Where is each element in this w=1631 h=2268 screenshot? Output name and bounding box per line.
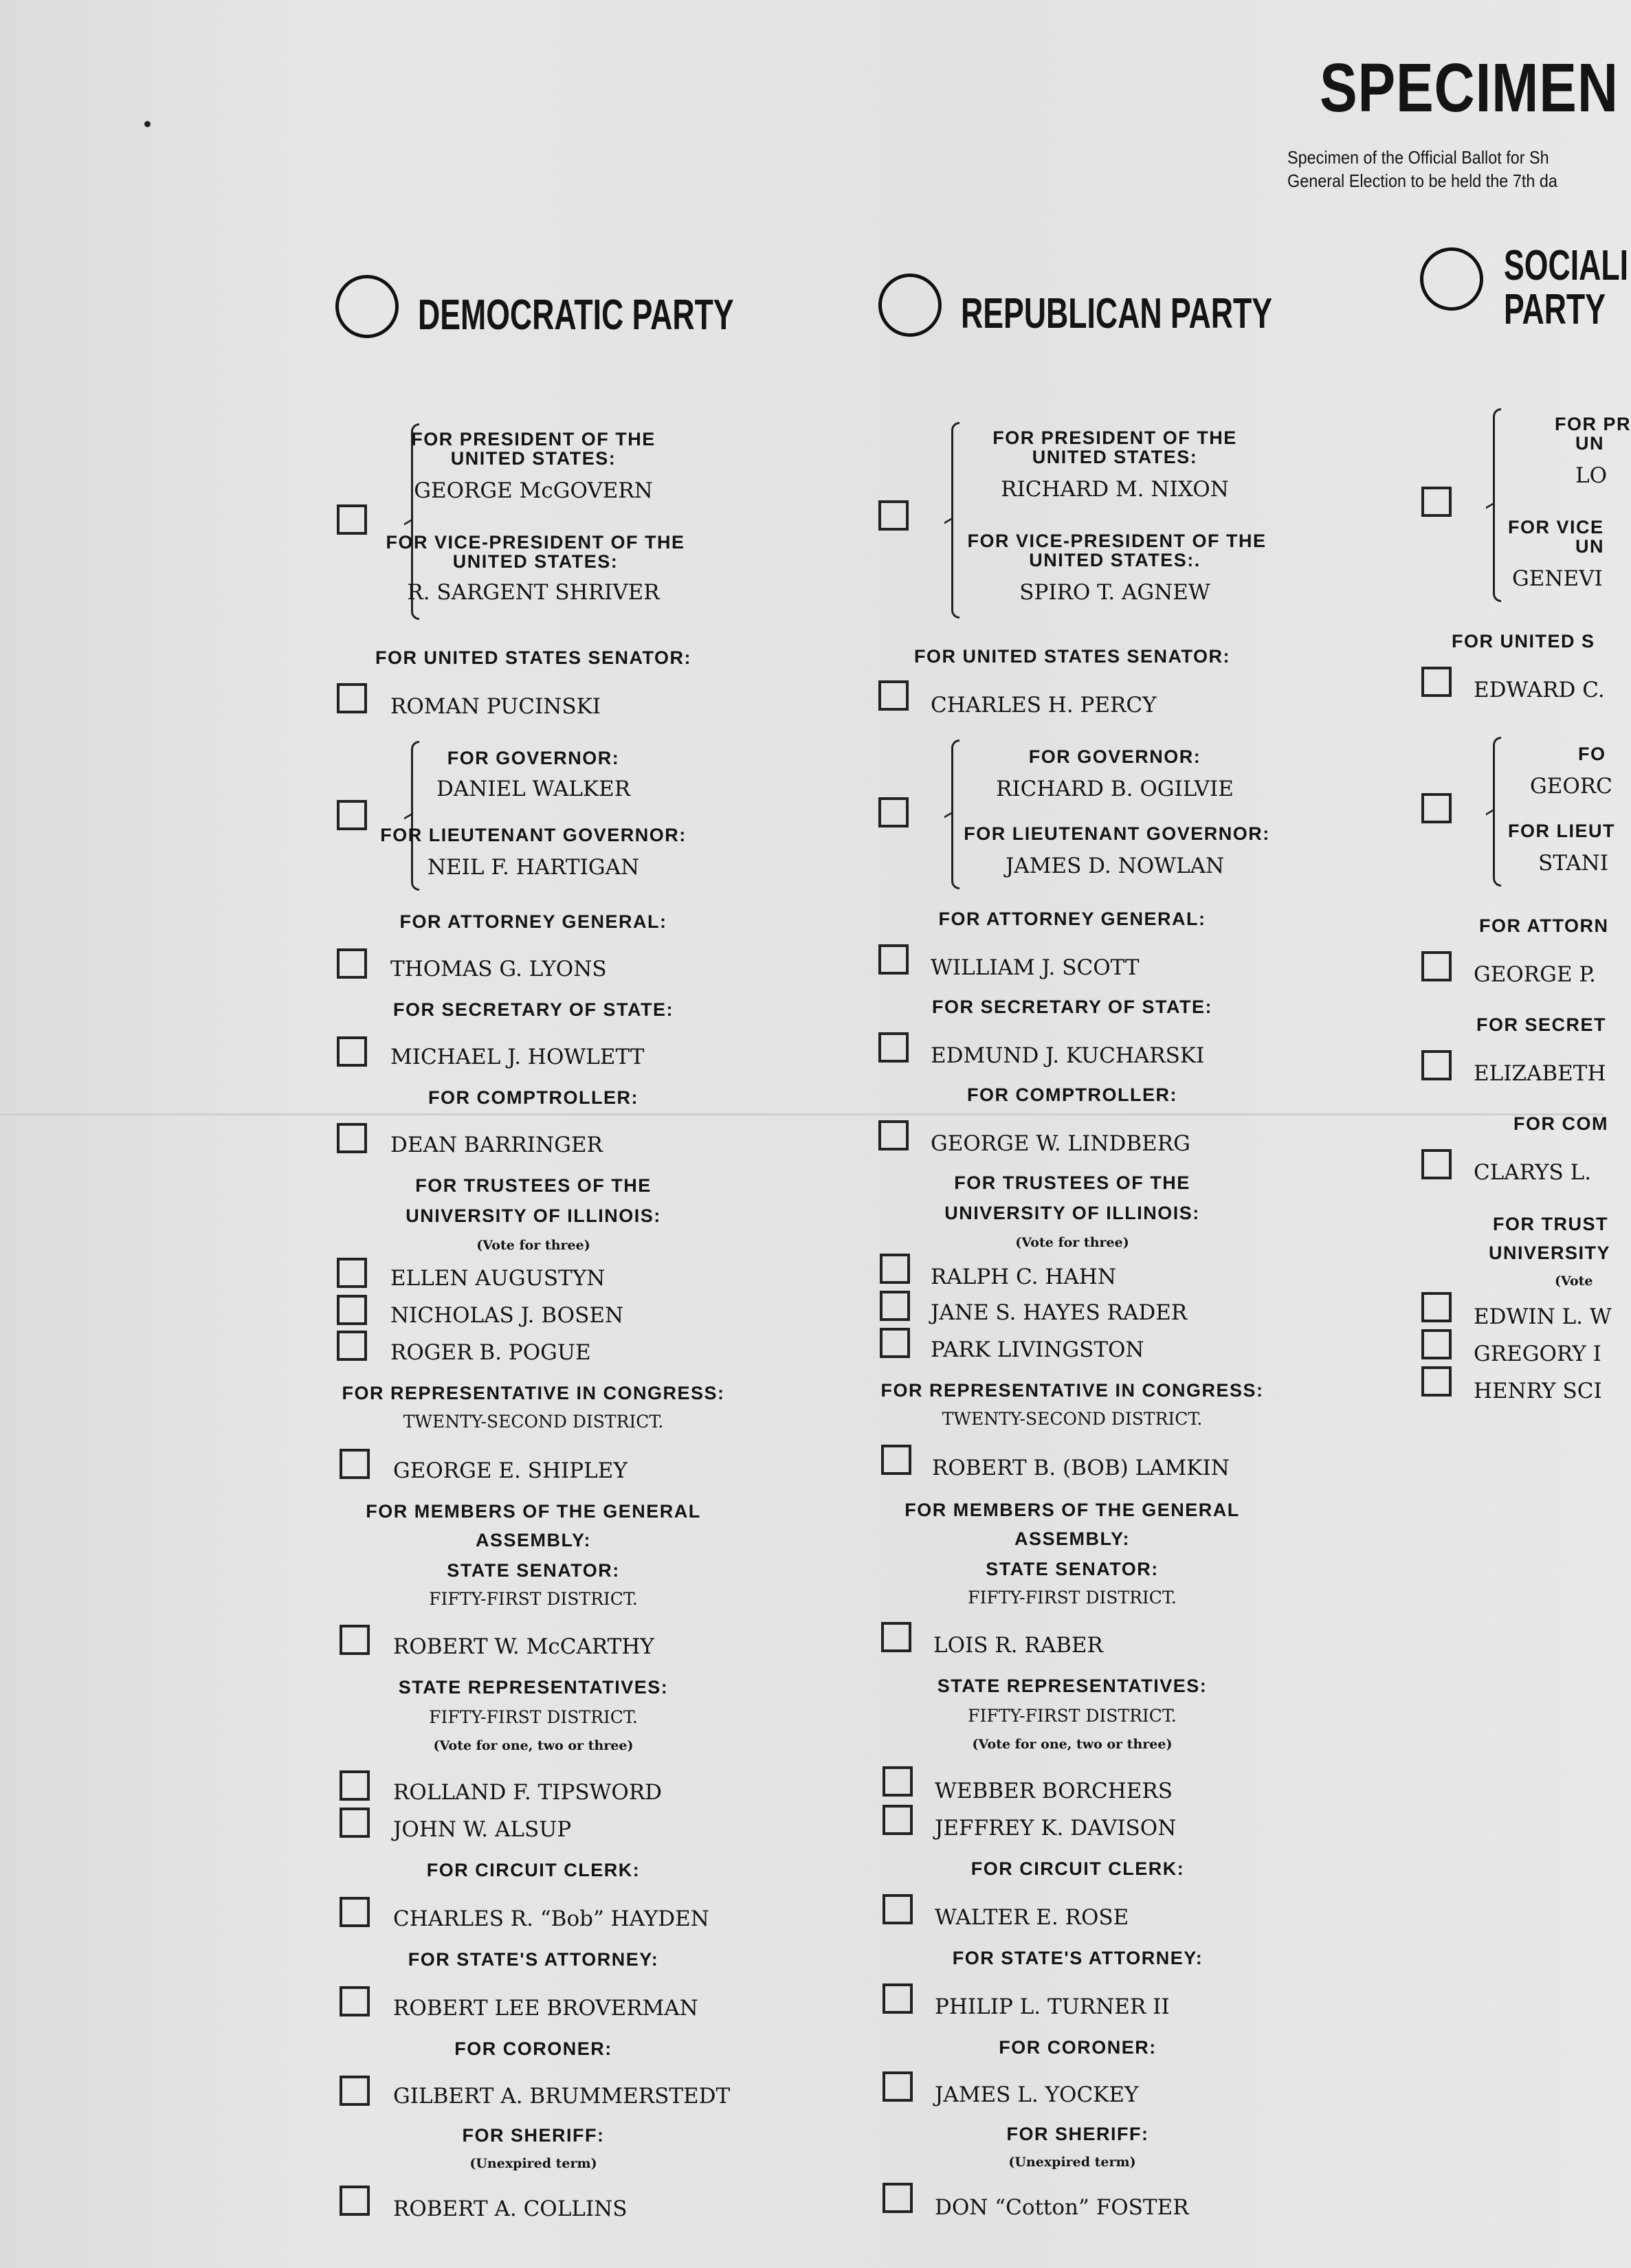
dem-secretary-of-state-checkbox[interactable]	[337, 1036, 367, 1067]
dem-state-rep-checkbox-1[interactable]	[340, 1770, 370, 1801]
ballot-subtitle-line-2: General Election to be held the 7th da	[1287, 170, 1557, 191]
dem-states-attorney-header: FOR STATE'S ATTORNEY:	[408, 1949, 659, 1970]
soc-secretary-of-state-candidate: ELIZABETH	[1474, 1061, 1606, 1086]
dem-coroner-header: FOR CORONER:	[454, 2038, 612, 2059]
rep-attorney-general-header: FOR ATTORNEY GENERAL:	[938, 909, 1206, 929]
dem-governor-checkbox[interactable]	[337, 800, 367, 830]
rep-state-rep-checkbox-1[interactable]	[883, 1766, 913, 1797]
dem-congress-header: FOR REPRESENTATIVE IN CONGRESS:	[342, 1383, 725, 1403]
rep-comptroller-checkbox[interactable]	[878, 1120, 909, 1150]
dem-lt-governor-candidate: NEIL F. HARTIGAN	[427, 855, 640, 880]
dem-states-attorney-checkbox[interactable]	[340, 1986, 370, 2016]
dem-sheriff-checkbox[interactable]	[340, 2186, 370, 2216]
dem-congress-checkbox[interactable]	[340, 1449, 370, 1479]
rep-congress-district: TWENTY-SECOND DISTRICT.	[942, 1409, 1203, 1429]
dem-states-attorney-candidate: ROBERT LEE BROVERMAN	[393, 1996, 698, 2021]
dem-state-reps-header: STATE REPRESENTATIVES:	[398, 1677, 669, 1698]
rep-president-candidate: RICHARD M. NIXON	[1001, 477, 1229, 502]
dem-circuit-clerk-checkbox[interactable]	[340, 1897, 370, 1927]
socialist-party-name-line-2: PARTY	[1504, 286, 1606, 333]
rep-governor-header: FOR GOVERNOR:	[1028, 746, 1201, 767]
dem-sheriff-header: FOR SHERIFF:	[462, 2125, 605, 2146]
dem-trustee-checkbox-3[interactable]	[337, 1331, 367, 1361]
soc-governor-header: FO	[1578, 744, 1606, 764]
rep-secretary-of-state-header: FOR SECRETARY OF STATE:	[931, 997, 1213, 1017]
rep-state-senator-header: STATE SENATOR:	[986, 1559, 1159, 1579]
rep-sheriff-note: (Unexpired term)	[1008, 2155, 1136, 2170]
soc-secretary-of-state-checkbox[interactable]	[1421, 1050, 1452, 1080]
rep-circuit-clerk-candidate: WALTER E. ROSE	[935, 1905, 1129, 1930]
rep-state-reps-header: STATE REPRESENTATIVES:	[937, 1676, 1208, 1696]
rep-state-senator-district: FIFTY-FIRST DISTRICT.	[968, 1588, 1177, 1608]
dem-secretary-of-state-header: FOR SECRETARY OF STATE:	[392, 999, 674, 1020]
dem-attorney-general-header: FOR ATTORNEY GENERAL:	[399, 911, 667, 932]
soc-comptroller-header: FOR COM	[1513, 1113, 1608, 1134]
dem-president-candidate: GEORGE McGOVERN	[414, 478, 653, 503]
rep-trustee-candidate-1: RALPH C. HAHN	[931, 1265, 1116, 1289]
rep-comptroller-header: FOR COMPTROLLER:	[967, 1085, 1177, 1105]
dem-vp-header-1: FOR VICE-PRESIDENT OF THE	[386, 532, 685, 553]
rep-coroner-header: FOR CORONER:	[999, 2037, 1157, 2058]
dem-senator-candidate: ROMAN PUCINSKI	[390, 694, 601, 719]
rep-president-checkbox[interactable]	[878, 500, 909, 531]
soc-secretary-of-state-header: FOR SECRET	[1476, 1014, 1607, 1035]
soc-trustee-checkbox-3[interactable]	[1421, 1366, 1452, 1397]
rep-attorney-general-candidate: WILLIAM J. SCOTT	[931, 955, 1140, 980]
socialist-straight-ticket-circle[interactable]	[1420, 247, 1483, 311]
ballot-subtitle	[1287, 146, 1588, 192]
soc-president-header-1: FOR PR	[1555, 414, 1631, 434]
dem-general-assembly-header-2: ASSEMBLY:	[475, 1530, 592, 1550]
rep-congress-header: FOR REPRESENTATIVE IN CONGRESS:	[880, 1380, 1264, 1401]
dem-governor-header: FOR GOVERNOR:	[447, 748, 620, 768]
soc-senator-header: FOR UNITED S	[1452, 631, 1595, 652]
dem-vp-header-2: UNITED STATES:	[452, 551, 619, 572]
democratic-party-name: DEMOCRATIC PARTY	[418, 291, 734, 339]
rep-coroner-candidate: JAMES L. YOCKEY	[935, 2082, 1139, 2107]
rep-trustee-candidate-2: JANE S. HAYES RADER	[931, 1300, 1188, 1325]
dem-trustees-vote-note: (Vote for three)	[476, 1238, 590, 1253]
dem-state-senator-candidate: ROBERT W. McCARTHY	[393, 1634, 654, 1659]
dem-comptroller-header: FOR COMPTROLLER:	[428, 1087, 639, 1108]
rep-state-reps-district: FIFTY-FIRST DISTRICT.	[968, 1706, 1177, 1726]
rep-president-header-2: UNITED STATES:	[1032, 447, 1198, 467]
dem-state-rep-candidate-1: ROLLAND F. TIPSWORD	[393, 1780, 663, 1805]
rep-state-senator-checkbox[interactable]	[881, 1622, 911, 1652]
dem-senator-checkbox[interactable]	[337, 683, 367, 713]
rep-president-header-1: FOR PRESIDENT OF THE	[992, 427, 1237, 448]
rep-sheriff-candidate: DON “Cotton” FOSTER	[935, 2195, 1189, 2220]
dem-trustees-header-1: FOR TRUSTEES OF THE	[415, 1175, 652, 1196]
soc-trustee-candidate-3: HENRY SCI	[1474, 1379, 1602, 1403]
soc-trustee-checkbox-1[interactable]	[1421, 1292, 1452, 1322]
dem-coroner-checkbox[interactable]	[340, 2076, 370, 2106]
rep-circuit-clerk-checkbox[interactable]	[883, 1894, 913, 1924]
rep-secretary-of-state-candidate: EDMUND J. KUCHARSKI	[931, 1043, 1205, 1068]
rep-trustee-checkbox-2[interactable]	[880, 1291, 910, 1321]
rep-states-attorney-candidate: PHILIP L. TURNER II	[935, 1994, 1170, 2019]
rep-secretary-of-state-checkbox[interactable]	[878, 1032, 909, 1063]
dem-trustee-checkbox-1[interactable]	[337, 1258, 367, 1288]
dem-trustees-header-2: UNIVERSITY OF ILLINOIS:	[406, 1205, 661, 1226]
paper-fold-line	[0, 1113, 1604, 1115]
dem-state-senator-checkbox[interactable]	[340, 1625, 370, 1655]
rep-trustee-candidate-3: PARK LIVINGSTON	[931, 1337, 1144, 1362]
rep-trustee-checkbox-3[interactable]	[880, 1328, 910, 1358]
dem-secretary-of-state-candidate: MICHAEL J. HOWLETT	[390, 1045, 645, 1069]
rep-general-assembly-header-2: ASSEMBLY:	[1014, 1528, 1131, 1549]
dem-attorney-general-candidate: THOMAS G. LYONS	[390, 957, 607, 981]
rep-governor-checkbox[interactable]	[878, 797, 909, 827]
republican-party-name: REPUBLICAN PARTY	[961, 290, 1273, 337]
soc-president-candidate: LO	[1575, 463, 1608, 488]
rep-state-rep-candidate-2: JEFFREY K. DAVISON	[935, 1816, 1177, 1841]
soc-trustees-header-2: UNIVERSITY	[1489, 1243, 1611, 1263]
soc-attorney-general-header: FOR ATTORN	[1479, 915, 1609, 936]
rep-congress-checkbox[interactable]	[881, 1445, 911, 1475]
dem-state-rep-checkbox-2[interactable]	[340, 1808, 370, 1838]
rep-sheriff-checkbox[interactable]	[883, 2183, 913, 2213]
soc-trustee-checkbox-2[interactable]	[1421, 1329, 1452, 1359]
rep-trustees-vote-note: (Vote for three)	[1015, 1235, 1129, 1250]
ballot-subtitle-line-1: Specimen of the Official Ballot for Sh	[1287, 147, 1549, 168]
soc-attorney-general-candidate: GEORGE P.	[1474, 962, 1596, 987]
dem-trustee-candidate-2: NICHOLAS J. BOSEN	[390, 1303, 624, 1328]
rep-attorney-general-checkbox[interactable]	[878, 944, 909, 975]
dem-state-senator-header: STATE SENATOR:	[447, 1560, 620, 1581]
rep-sheriff-header: FOR SHERIFF:	[1006, 2124, 1149, 2144]
dem-congress-candidate: GEORGE E. SHIPLEY	[393, 1458, 628, 1483]
soc-vp-candidate: GENEVI	[1512, 566, 1603, 591]
rep-state-rep-checkbox-2[interactable]	[883, 1805, 913, 1835]
rep-lt-governor-candidate: JAMES D. NOWLAN	[1005, 854, 1225, 878]
dem-sheriff-note: (Unexpired term)	[469, 2156, 597, 2171]
dem-general-assembly-header-1: FOR MEMBERS OF THE GENERAL	[366, 1501, 701, 1522]
dem-president-header-2: UNITED STATES:	[450, 448, 617, 469]
soc-governor-brace	[1486, 737, 1501, 887]
soc-trustee-candidate-1: EDWIN L. W	[1474, 1304, 1612, 1329]
rep-trustees-header-2: UNIVERSITY OF ILLINOIS:	[944, 1203, 1200, 1223]
rep-congress-candidate: ROBERT B. (BOB) LAMKIN	[932, 1456, 1230, 1480]
rep-vp-header-2: UNITED STATES:.	[1029, 550, 1201, 570]
soc-senator-checkbox[interactable]	[1421, 667, 1452, 697]
soc-trustee-candidate-2: GREGORY I	[1474, 1342, 1601, 1366]
dem-lt-governor-header: FOR LIEUTENANT GOVERNOR:	[380, 825, 687, 845]
soc-senator-candidate: EDWARD C.	[1474, 678, 1605, 702]
dem-trustee-candidate-3: ROGER B. POGUE	[390, 1340, 591, 1365]
dem-trustee-candidate-1: ELLEN AUGUSTYN	[390, 1266, 606, 1291]
democratic-straight-ticket-circle[interactable]	[335, 275, 399, 338]
soc-vp-header-1: FOR VICE	[1508, 517, 1604, 537]
dem-governor-candidate: DANIEL WALKER	[436, 777, 631, 801]
ink-speck	[144, 121, 151, 127]
soc-lt-governor-candidate: STANI	[1538, 851, 1608, 876]
dem-state-rep-candidate-2: JOHN W. ALSUP	[393, 1817, 572, 1842]
rep-trustees-header-1: FOR TRUSTEES OF THE	[954, 1172, 1190, 1193]
rep-states-attorney-header: FOR STATE'S ATTORNEY:	[952, 1948, 1203, 1968]
rep-states-attorney-checkbox[interactable]	[883, 1983, 913, 2014]
rep-vp-header-1: FOR VICE-PRESIDENT OF THE	[967, 531, 1267, 551]
rep-senator-candidate: CHARLES H. PERCY	[931, 693, 1157, 718]
rep-general-assembly-header-1: FOR MEMBERS OF THE GENERAL	[905, 1500, 1240, 1520]
republican-straight-ticket-circle[interactable]	[878, 274, 942, 337]
dem-state-reps-district: FIFTY-FIRST DISTRICT.	[429, 1707, 638, 1727]
soc-vp-header-2: UN	[1575, 536, 1604, 557]
rep-state-reps-vote-note: (Vote for one, two or three)	[972, 1737, 1173, 1752]
rep-vp-candidate: SPIRO T. AGNEW	[1019, 580, 1210, 605]
rep-state-senator-candidate: LOIS R. RABER	[933, 1633, 1103, 1658]
dem-president-header-1: FOR PRESIDENT OF THE	[411, 429, 656, 449]
soc-trustees-vote-note: (Vote	[1555, 1274, 1593, 1289]
soc-lt-governor-header: FOR LIEUT	[1508, 821, 1615, 841]
soc-comptroller-checkbox[interactable]	[1421, 1149, 1452, 1179]
soc-president-brace	[1486, 408, 1501, 602]
rep-governor-brace	[944, 740, 959, 889]
rep-governor-candidate: RICHARD B. OGILVIE	[996, 777, 1234, 801]
dem-trustee-checkbox-2[interactable]	[337, 1295, 367, 1325]
rep-trustee-checkbox-1[interactable]	[880, 1254, 910, 1284]
dem-comptroller-checkbox[interactable]	[337, 1123, 367, 1153]
rep-senator-checkbox[interactable]	[878, 680, 909, 711]
dem-president-checkbox[interactable]	[337, 504, 367, 535]
soc-attorney-general-checkbox[interactable]	[1421, 951, 1452, 981]
dem-attorney-general-checkbox[interactable]	[337, 948, 367, 979]
dem-coroner-candidate: GILBERT A. BRUMMERSTEDT	[393, 2084, 731, 2109]
rep-comptroller-candidate: GEORGE W. LINDBERG	[931, 1131, 1190, 1156]
dem-vp-candidate: R. SARGENT SHRIVER	[407, 580, 660, 605]
dem-governor-brace	[404, 741, 419, 891]
soc-trustees-header-1: FOR TRUST	[1493, 1214, 1608, 1234]
dem-congress-district: TWENTY-SECOND DISTRICT.	[403, 1412, 664, 1432]
dem-circuit-clerk-candidate: CHARLES R. “Bob” HAYDEN	[393, 1906, 709, 1931]
rep-coroner-checkbox[interactable]	[883, 2071, 913, 2102]
soc-comptroller-candidate: CLARYS L.	[1474, 1160, 1592, 1185]
soc-governor-checkbox[interactable]	[1421, 793, 1452, 823]
rep-lt-governor-header: FOR LIEUTENANT GOVERNOR:	[964, 823, 1270, 844]
dem-state-senator-district: FIFTY-FIRST DISTRICT.	[429, 1589, 638, 1609]
dem-senator-header: FOR UNITED STATES SENATOR:	[375, 647, 692, 668]
rep-president-brace	[944, 422, 959, 619]
soc-governor-candidate: GEORC	[1530, 774, 1612, 799]
soc-president-checkbox[interactable]	[1421, 487, 1452, 517]
rep-state-rep-candidate-1: WEBBER BORCHERS	[935, 1779, 1173, 1803]
dem-state-reps-vote-note: (Vote for one, two or three)	[433, 1738, 634, 1753]
ballot-title: SPECIMEN	[1320, 49, 1619, 126]
socialist-party-name-line-1: SOCIALI	[1504, 242, 1629, 289]
soc-president-header-2: UN	[1575, 433, 1604, 454]
dem-circuit-clerk-header: FOR CIRCUIT CLERK:	[426, 1860, 641, 1880]
rep-senator-header: FOR UNITED STATES SENATOR:	[913, 646, 1231, 667]
dem-sheriff-candidate: ROBERT A. COLLINS	[393, 2197, 628, 2221]
dem-comptroller-candidate: DEAN BARRINGER	[390, 1133, 603, 1157]
rep-circuit-clerk-header: FOR CIRCUIT CLERK:	[970, 1858, 1185, 1879]
